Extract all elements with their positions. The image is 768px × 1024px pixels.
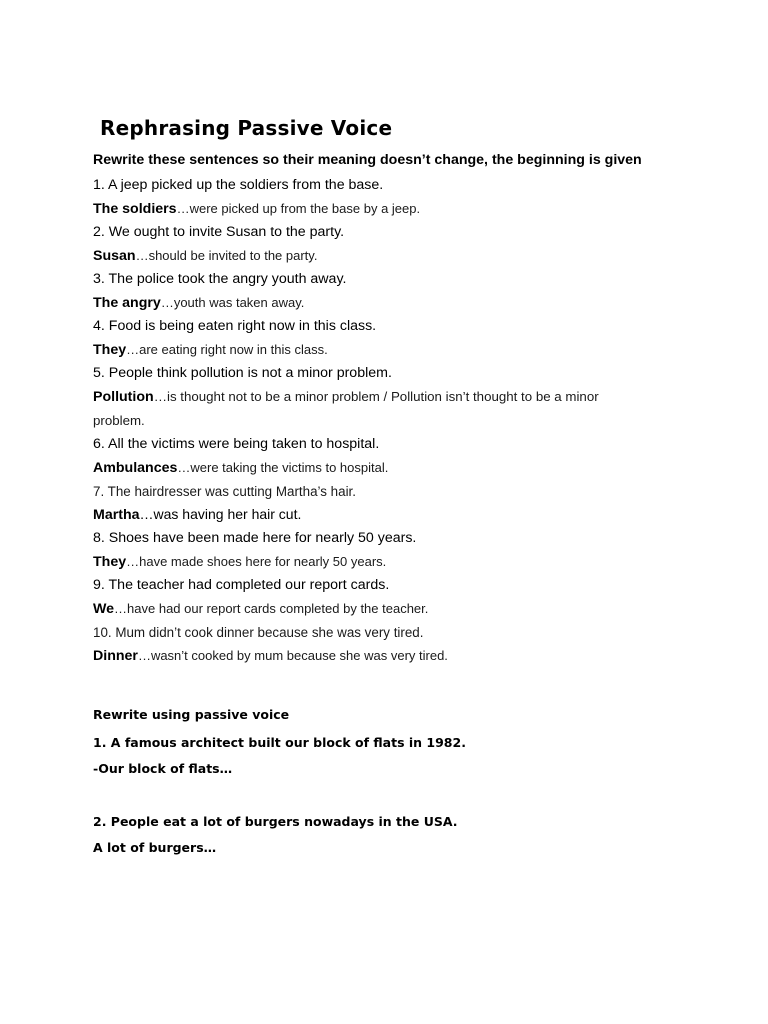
exercise-instruction: Rewrite these sentences so their meaning doesn’t change, the beginning is given	[93, 152, 642, 168]
answer-start: They	[93, 554, 127, 570]
answer-rest: …is thought not to be a minor problem / Pollution isn’t thought to be a minor problem.	[93, 389, 599, 428]
answer-rest: …youth was taken away.	[160, 295, 305, 310]
answer-5	[93, 385, 653, 433]
exercise-1	[93, 174, 653, 668]
answer-8	[93, 550, 653, 574]
answer-7	[93, 503, 653, 527]
answer-rest: …were picked up from the base by a jeep.	[176, 201, 421, 216]
answer-start: They	[93, 342, 127, 358]
question-3: 3. The police took the angry youth away.	[93, 271, 347, 287]
answer-start: The soldiers	[93, 201, 177, 217]
exercise-2	[93, 707, 653, 855]
question-6: 6. All the victims were being taken to hospital.	[93, 436, 380, 452]
question-9: 9. The teacher had completed our report cards.	[93, 577, 390, 593]
answer-start: Ambulances	[93, 460, 178, 476]
answer-10	[93, 644, 653, 668]
answer-rest: …was having her hair cut.	[139, 506, 302, 522]
exercise-2-answer-1: -Our block of flats…	[93, 761, 233, 776]
answer-rest: …are eating right now in this class.	[126, 342, 328, 357]
answer-3	[93, 291, 653, 315]
document-title: Rephrasing Passive Voice	[100, 116, 393, 140]
answer-1	[93, 197, 653, 221]
answer-start: The angry	[93, 295, 161, 311]
question-1: 1. A jeep picked up the soldiers from the base.	[93, 177, 384, 193]
answer-2	[93, 244, 653, 268]
answer-rest: …should be invited to the party.	[135, 248, 318, 263]
answer-rest: …wasn’t cooked by mum because she was very tired.	[137, 648, 448, 663]
answer-rest: …have made shoes here for nearly 50 years.	[126, 554, 387, 569]
answer-start: Martha	[93, 507, 140, 523]
answer-start: Dinner	[93, 648, 138, 664]
answer-rest: …have had our report cards completed by the teacher.	[114, 601, 429, 616]
answer-9	[93, 597, 653, 621]
question-5: 5. People think pollution is not a minor problem.	[93, 365, 392, 381]
answer-4	[93, 338, 653, 362]
answer-rest: …were taking the victims to hospital.	[177, 460, 389, 475]
question-8: 8. Shoes have been made here for nearly 50 years.	[93, 530, 417, 546]
exercise-2-heading: Rewrite using passive voice	[93, 707, 290, 722]
exercise-2-question-2: 2. People eat a lot of burgers nowadays in the USA.	[93, 814, 458, 829]
question-4: 4. Food is being eaten right now in this class.	[93, 318, 377, 334]
question-7: 7. The hairdresser was cutting Martha’s hair.	[93, 484, 356, 499]
answer-6	[93, 456, 653, 480]
answer-start: Susan	[93, 248, 136, 264]
question-10: 10. Mum didn’t cook dinner because she was very tired.	[93, 625, 424, 640]
answer-start: We	[93, 601, 115, 617]
question-2: 2. We ought to invite Susan to the party.	[93, 224, 345, 240]
exercise-2-answer-2: A lot of burgers…	[93, 840, 217, 855]
answer-start: Pollution	[93, 389, 154, 405]
exercise-2-question-1: 1. A famous architect built our block of flats in 1982.	[93, 735, 466, 750]
